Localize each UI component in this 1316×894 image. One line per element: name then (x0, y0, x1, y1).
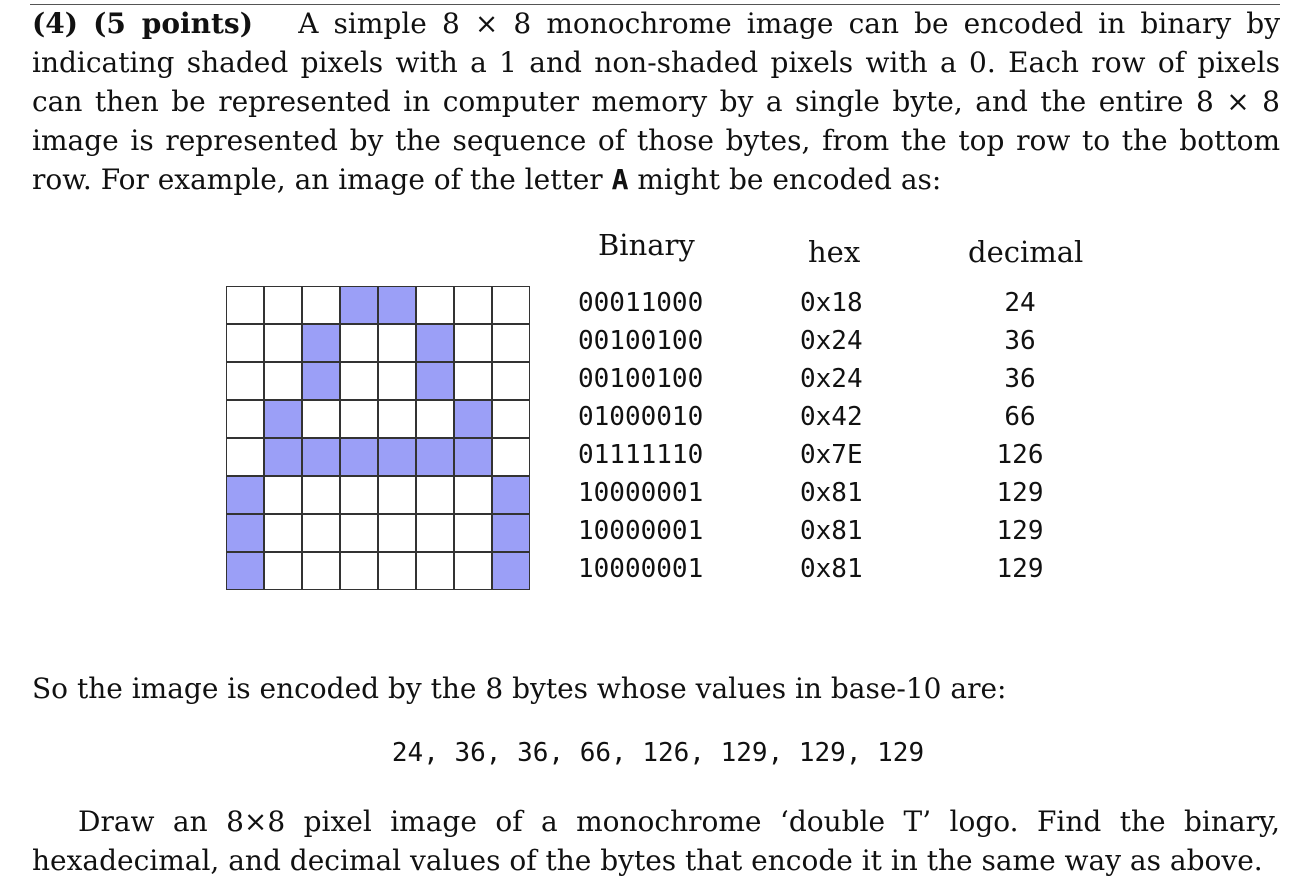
hex-value: 0x24 (800, 364, 863, 394)
letter-a-code: A (611, 163, 629, 196)
binary-value: 00100100 (578, 364, 704, 394)
table-row (0, 476, 1316, 514)
decimal-value: 36 (1004, 364, 1036, 394)
binary-value: 00100100 (578, 326, 704, 356)
table-row (0, 514, 1316, 552)
binary-value: 10000001 (578, 554, 704, 584)
decimal-column-header: decimal (968, 235, 1084, 269)
decimal-value: 129 (996, 554, 1044, 584)
decimal-value: 66 (1004, 402, 1036, 432)
intro-text-end: might be encoded as: (637, 163, 942, 196)
problem-intro (32, 4, 1280, 199)
hex-column-header: hex (808, 235, 861, 269)
hex-value: 0x7E (800, 440, 863, 470)
table-row (0, 438, 1316, 476)
hex-value: 0x81 (800, 554, 863, 584)
binary-value: 01000010 (578, 402, 704, 432)
task-text: Draw an 8×8 pixel image of a monochrome ‘double T’ logo. Find the binary, hexadecimal, and decimal values of the bytes that encode it in the same way as above. (32, 805, 1280, 877)
binary-value: 10000001 (578, 516, 704, 546)
binary-value: 01111110 (578, 440, 704, 470)
intro-text: A simple 8 × 8 monochrome image can be encoded in binary by indicating shaded pixels with a 1 and non-shaded pixels with a 0. Each row of pixels can then be represented in computer memory by a single byte, and the entire 8 × 8 image is represented by the sequence of those bytes, from the top row to the bottom row. For example, an image of the letter (32, 7, 1281, 196)
hex-value: 0x81 (800, 516, 863, 546)
hex-value: 0x42 (800, 402, 863, 432)
problem-number: (4) (32, 7, 78, 40)
hex-value: 0x81 (800, 478, 863, 508)
decimal-value: 36 (1004, 326, 1036, 356)
hex-value: 0x18 (800, 288, 863, 318)
hex-value: 0x24 (800, 326, 863, 356)
decimal-value: 24 (1004, 288, 1036, 318)
byte-list: 24, 36, 36, 66, 126, 129, 129, 129 (391, 738, 925, 768)
binary-value: 00011000 (578, 288, 704, 318)
binary-value: 10000001 (578, 478, 704, 508)
table-row (0, 286, 1316, 324)
table-row (0, 400, 1316, 438)
table-row (0, 324, 1316, 362)
problem-points: (5 points) (93, 7, 253, 40)
summary-text: So the image is encoded by the 8 bytes whose values in base-10 are: (32, 672, 1007, 705)
table-row (0, 362, 1316, 400)
table-row (0, 552, 1316, 590)
binary-column-header: Binary (598, 228, 695, 262)
decimal-value: 126 (996, 440, 1044, 470)
decimal-value: 129 (996, 478, 1044, 508)
decimal-value: 129 (996, 516, 1044, 546)
